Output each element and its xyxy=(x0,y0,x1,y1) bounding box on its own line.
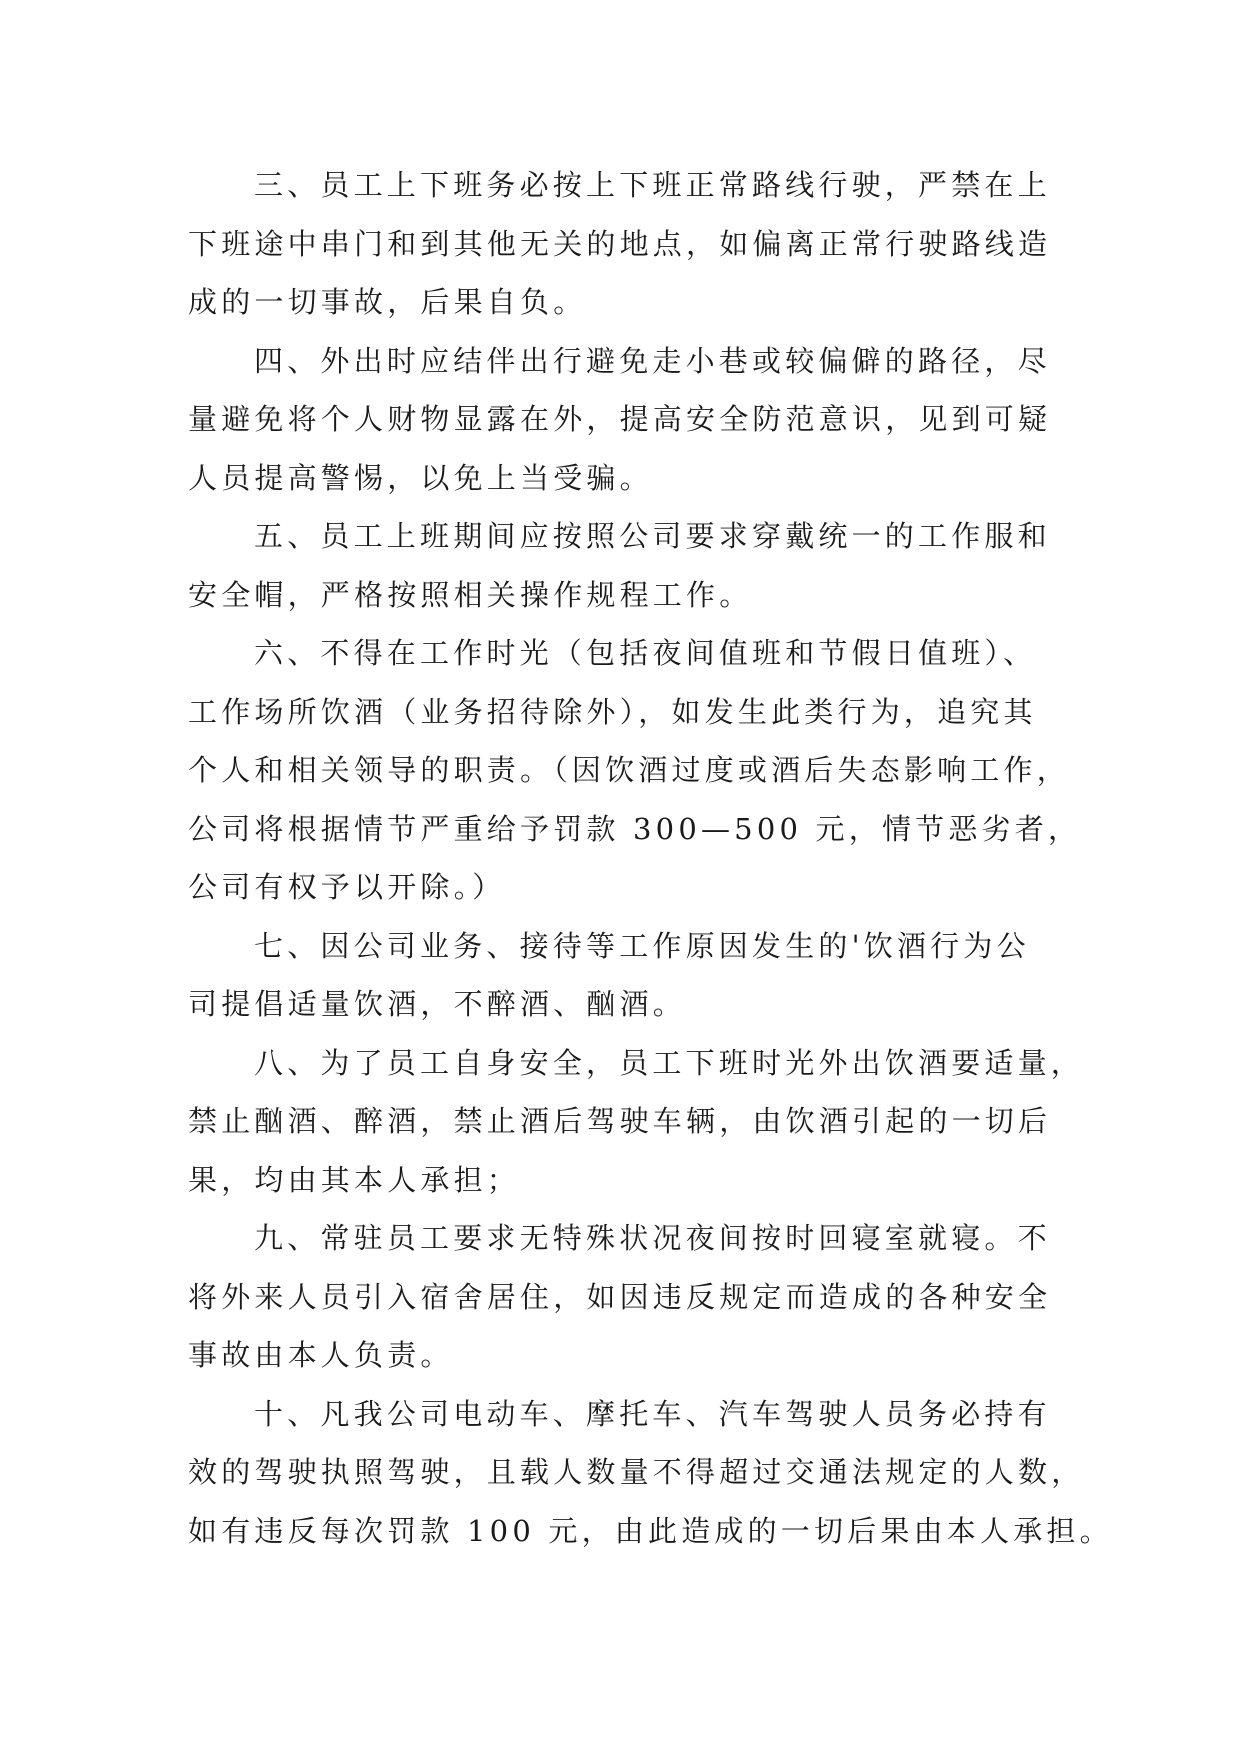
paragraph-6 xyxy=(188,624,1082,917)
text-line: 公司有权予以开除。） xyxy=(188,870,506,904)
text-line: 工作场所饮酒（业务招待除外），如发生此类行为，追究其 xyxy=(188,694,1037,729)
text-line: 安全帽，严格按照相关操作规程工作。 xyxy=(188,577,753,612)
paragraph-8 xyxy=(188,1034,1085,1210)
text-line: 量避免将个人财物显露在外，提高安全防范意识，见到可疑 xyxy=(188,402,1052,436)
text-line: 司提倡适量饮酒，不醉酒、酗酒。 xyxy=(188,987,687,1021)
paragraph-7 xyxy=(188,917,1058,1034)
text-line: 公司将根据情节严重给予罚款 300—500 元，情节恶劣者， xyxy=(188,811,1082,846)
text-line: 人员提高警惕，以免上当受骗。 xyxy=(188,460,653,495)
text-line: 六、不得在工作时光（包括夜间值班和节假日值班）、 xyxy=(254,636,1037,670)
text-line: 三、员工上下班务必按上下班正常路线行驶，严禁在上 xyxy=(254,168,1051,202)
text-line: 七、因公司业务、接待等工作原因发生的'饮酒行为公 xyxy=(254,928,1030,963)
paragraph-9 xyxy=(188,1209,1058,1385)
text-line: 成的一切事故，后果自负。 xyxy=(188,285,587,319)
text-line: 如有违反每次罚款 100 元，由此造成的一切后果由本人承担。 xyxy=(188,1513,1113,1548)
text-line: 四、外出时应结伴出行避免走小巷或较偏僻的路径，尽 xyxy=(254,343,1051,378)
paragraph-5 xyxy=(188,507,1058,624)
paragraph-3 xyxy=(188,156,1058,332)
text-line: 十、凡我公司电动车、摩托车、汽车驾驶人员务必持有 xyxy=(254,1396,1051,1431)
text-line: 五、员工上班期间应按照公司要求穿戴统一的工作服和 xyxy=(254,519,1051,553)
paragraph-4 xyxy=(188,332,1058,508)
text-line: 九、常驻员工要求无特殊状况夜间按时回寝室就寝。不 xyxy=(254,1221,1051,1255)
text-line: 八、为了员工自身安全，员工下班时光外出饮酒要适量， xyxy=(254,1045,1085,1080)
text-line: 果，均由其本人承担； xyxy=(188,1162,521,1197)
text-line: 效的驾驶执照驾驶，且载人数量不得超过交通法规定的人数， xyxy=(188,1455,1085,1489)
paragraph-10 xyxy=(188,1385,1113,1561)
text-line: 个人和相关领导的职责。（因饮酒过度或酒后失态影响工作， xyxy=(188,753,1070,787)
text-line: 事故由本人负责。 xyxy=(188,1338,454,1372)
text-line: 将外来人员引入宿舍居住，如因违反规定而造成的各种安全 xyxy=(188,1279,1052,1314)
text-line: 禁止酗酒、醉酒，禁止酒后驾驶车辆，由饮酒引起的一切后 xyxy=(188,1104,1052,1138)
text-line: 下班途中串门和到其他无关的地点，如偏离正常行驶路线造 xyxy=(188,226,1052,261)
document-body xyxy=(188,156,1113,1560)
